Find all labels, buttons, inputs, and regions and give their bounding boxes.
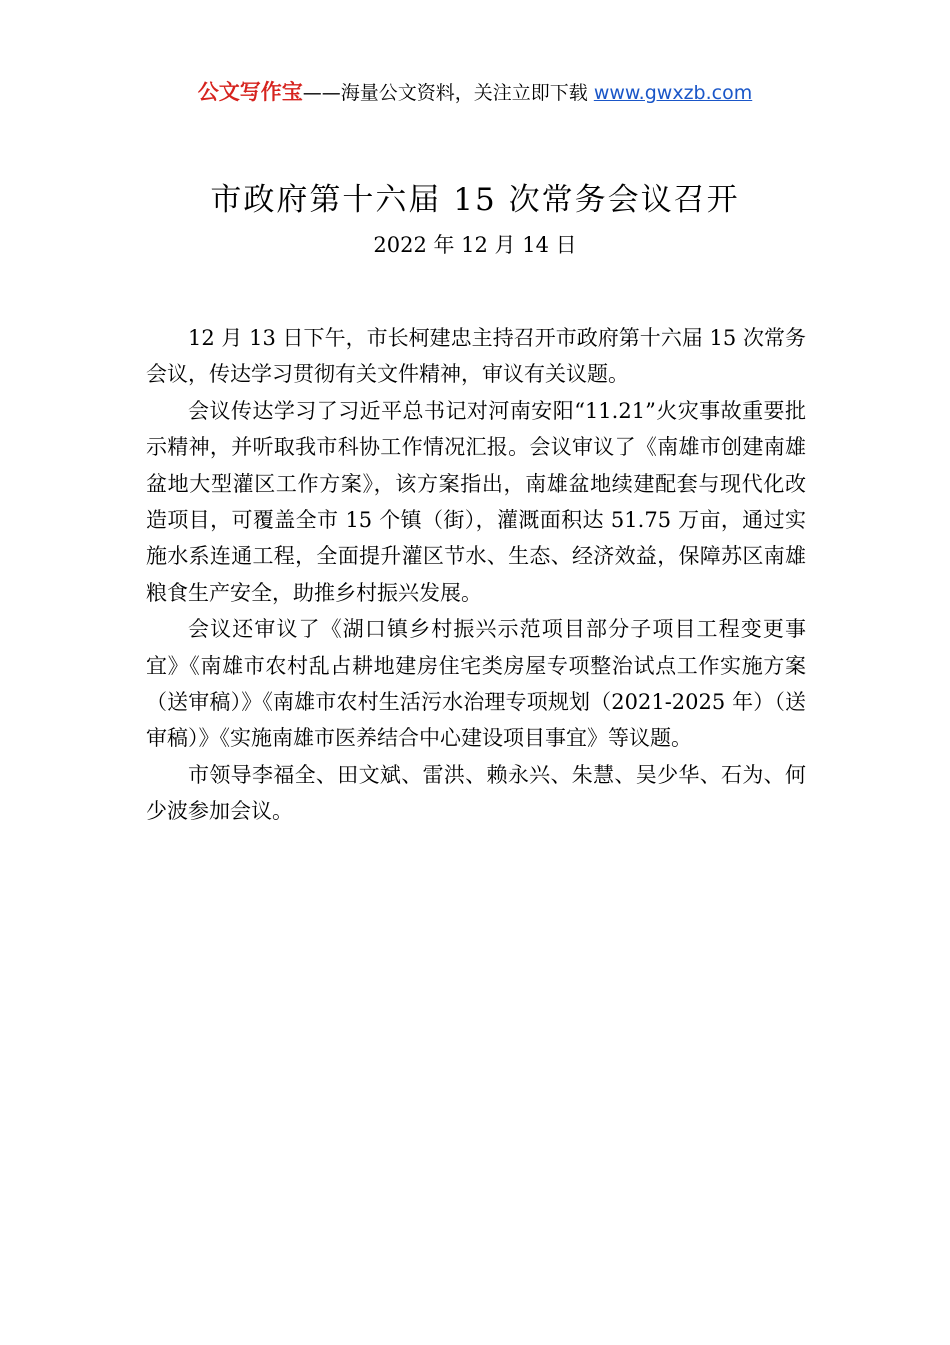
paragraph-2: 会议传达学习了习近平总书记对河南安阳“11.21”火灾事故重要批示精神，并听取我市科协工作情况汇报。会议审议了《南雄市创建南雄盆地大型灌区工作方案》，该方案指出，南雄盆地续建配套与现代化改造项目，可覆盖全市 15 个镇（街），灌溉面积达 51.75 万亩，通过实施水系连通工程，全面提升灌区节水、生态、经济效益，保障苏区南雄粮食生产安全，助推乡村振兴发展。 bbox=[146, 398, 806, 605]
banner-tagline: ——海量公文资料，关注立即下载 bbox=[302, 82, 594, 104]
paragraph-4: 市领导李福全、田文斌、雷洪、赖永兴、朱慧、吴少华、石为、何少波参加会议。 bbox=[146, 762, 806, 824]
document-date: 2022 年 12 月 14 日 bbox=[373, 233, 577, 257]
paragraph-1: 12 月 13 日下午，市长柯建忠主持召开市政府第十六届 15 次常务会议，传达学习贯彻有关文件精神，审议有关议题。 bbox=[146, 326, 806, 387]
paragraph-3: 会议还审议了《湖口镇乡村振兴示范项目部分子项目工程变更事宜》《南雄市农村乱占耕地建房住宅类房屋专项整治试点工作实施方案（送审稿）》《南雄市农村生活污水治理专项规划（2021-2025 年）（送审稿）》《实施南雄市医养结合中心建设项目事宜》等议题。 bbox=[146, 617, 806, 751]
site-banner bbox=[0, 78, 950, 107]
document-title: 市政府第十六届 15 次常务会议召开 bbox=[210, 182, 740, 218]
brand-name: 公文写作宝 bbox=[197, 80, 303, 104]
website-link[interactable]: www.gwxzb.com bbox=[593, 82, 753, 104]
document-body bbox=[146, 320, 806, 830]
